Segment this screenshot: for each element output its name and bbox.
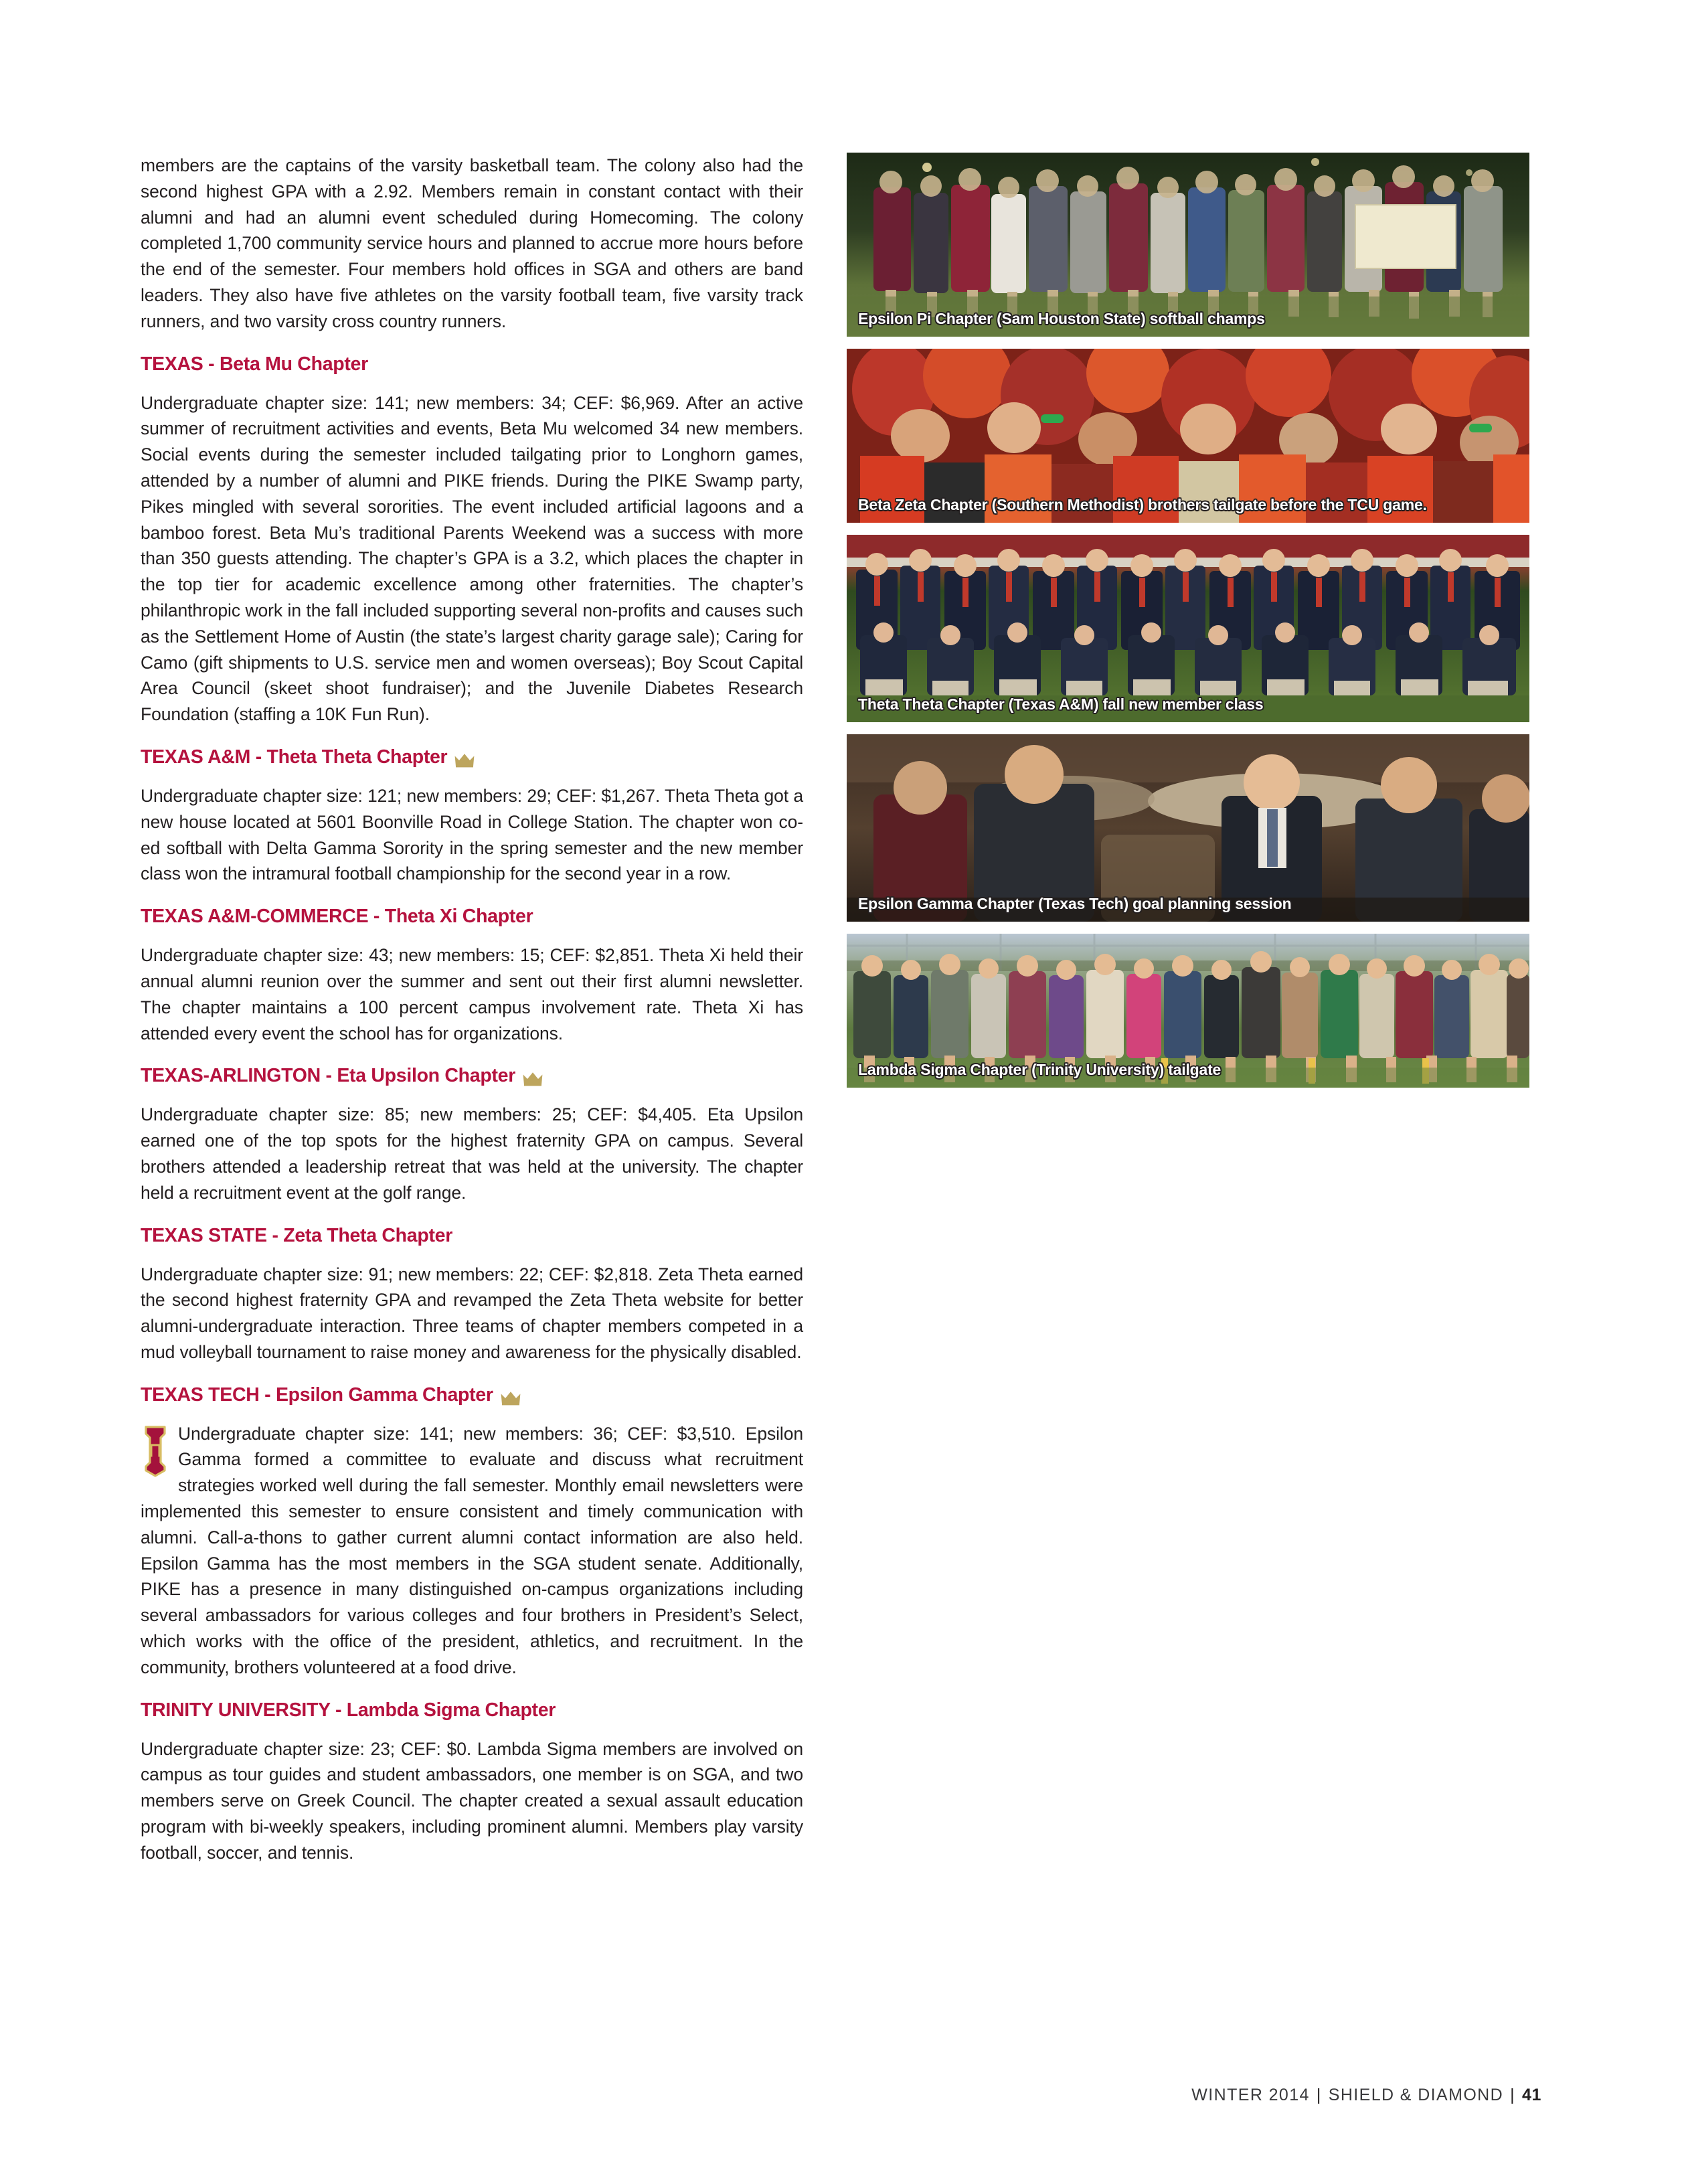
chapter-heading-texas-state-zeta-theta [141,1224,803,1247]
photo-caption: Theta Theta Chapter (Texas A&M) fall new member class [858,695,1264,713]
crown-icon [454,750,475,765]
chapter-body-trinity-university-lambda-sigma: Undergraduate chapter size: 23; CEF: $0. Lambda Sigma members are involved on campus as tour guides and student ambassadors, one member is on SGA, and two members serve on Greek Council. The chapter created a sexual assault education program with bi-weekly speakers, including prominent alumni. Members play varsity football, soccer, and tennis. [141,1738,803,1863]
chapter-heading-trinity-university-lambda-sigma [141,1699,803,1721]
photo-epsilon-pi-softball [847,153,1529,337]
chapter-body-texas-am-commerce-theta-xi: Undergraduate chapter size: 43; new members: 15; CEF: $2,851. Theta Xi held their annual alumni reunion over the summer and sent out their first alumni newsletter. The chapter maintains a 100 percent campus involvement rate. Theta Xi has attended every event the school has for organizations. [141,945,803,1043]
chapter-heading-label: TEXAS - Beta Mu Chapter [141,353,368,375]
footer-separator: | [1316,2086,1322,2104]
footer-publication: SHIELD & DIAMOND [1328,2086,1504,2104]
chapter-heading-label: TEXAS A&M - Theta Theta Chapter [141,746,448,768]
crown-icon [501,1388,521,1403]
chapter-body-texas-beta-mu: Undergraduate chapter size: 141; new members: 34; CEF: $6,969. After an active summer of recruitment activities and events, Beta Mu welcomed 34 new members. Social events during the semester included tailgating prior to Longhorn games, attended by a number of alumni and PIKE friends. During the PIKE Swamp party, Pikes mingled with several sororities. The event included artificial lagoons and a bamboo forest. Beta Mu’s traditional Parents Weekend was a success with more than 350 guests attending. The chapter’s GPA is a 3.2, which places the chapter in the top tier for academic excellence among other fraternities. The chapter’s philanthropic work in the fall included supporting several non-profits and causes such as the Settlement Home of Austin (the state’s largest charity garage sale); Caring for Camo (gift shipments to U.S. service men and women overseas); Boy Scout Capital Area Council (skeet shoot fundraiser); and the Juvenile Diabetes Research Foundation (staffing a 10K Fun Run). [141,392,803,725]
photo-epsilon-gamma-goal-planning [847,734,1529,922]
photo-beta-zeta-tailgate [847,349,1529,523]
photo-caption: Epsilon Gamma Chapter (Texas Tech) goal planning session [858,895,1292,912]
pike-shield-badge-icon [141,1425,170,1477]
chapter-heading-label: TEXAS-ARLINGTON - Eta Upsilon Chapter [141,1065,515,1087]
crown-icon [523,1069,543,1084]
chapter-heading-label: TEXAS TECH - Epsilon Gamma Chapter [141,1383,493,1406]
photo-caption: Beta Zeta Chapter (Southern Methodist) brothers tailgate before the TCU game. [858,496,1427,513]
chapter-heading-texas-tech-epsilon-gamma [141,1383,803,1406]
chapter-body-texas-arlington-eta-upsilon: Undergraduate chapter size: 85; new members: 25; CEF: $4,405. Eta Upsilon earned one of the top spots for the highest fraternity GPA on campus. Several brothers attended a leadership retreat that was held at the university. The chapter held a recruitment event at the golf range. [141,1104,803,1203]
photo-caption: Epsilon Pi Chapter (Sam Houston State) softball champs [858,310,1265,327]
chapter-heading-texas-am-theta-theta [141,746,803,768]
chapter-heading-label: TRINITY UNIVERSITY - Lambda Sigma Chapter [141,1699,556,1721]
page-footer [1191,2086,1541,2105]
chapter-heading-texas-am-commerce-theta-xi [141,905,803,928]
chapter-body-texas-state-zeta-theta: Undergraduate chapter size: 91; new members: 22; CEF: $2,818. Zeta Theta earned the second highest fraternity GPA and revamped the Zeta Theta website for better alumni-undergraduate interaction. Three teams of chapter members competed in a mud volleyball tournament to raise money and awareness for the physically disabled. [141,1264,803,1362]
photo-caption: Lambda Sigma Chapter (Trinity University) tailgate [858,1061,1222,1078]
footer-issue: WINTER 2014 [1191,2086,1310,2104]
photo-lambda-sigma-tailgate [847,934,1529,1088]
photo-theta-theta-new-member-class [847,535,1529,722]
text-column [141,153,803,2007]
chapter-heading-texas-beta-mu [141,353,803,375]
chapter-body-texas-tech-epsilon-gamma: Undergraduate chapter size: 141; new members: 36; CEF: $3,510. Epsilon Gamma formed a committee to evaluate and discuss what recruitment strategies worked well during the fall semester. Monthly email newsletters were implemented this semester to ensure consistent and timely communication with alumni. Call-a-thons to gather current alumni contact information are also held. Epsilon Gamma has the most members in the SGA student senate. Additionally, PIKE has a presence in many distinguished on-campus organizations including several ambassadors for various colleges and four brothers in President’s Select, which works with the office of the president, athletics, and recruitment. In the community, brothers volunteered at a food drive. [141,1423,803,1677]
chapter-heading-label: TEXAS STATE - Zeta Theta Chapter [141,1224,452,1246]
chapter-heading-texas-arlington-eta-upsilon [141,1064,803,1087]
image-column [847,153,1529,2007]
footer-page-number: 41 [1521,2086,1541,2104]
intro-paragraph: members are the captains of the varsity basketball team. The colony also had the second highest GPA with a 2.92. Members remain in constant contact with their alumni and had an alumni event scheduled during Homecoming. The colony completed 1,700 community service hours and planned to accrue more hours before the end of the semester. Four members hold offices in SGA and others are band leaders. They also have five athletes on the varsity football team, five varsity track runners, and two varsity cross country runners. [141,155,803,331]
footer-page-separator: | [1510,2086,1515,2104]
page-content [141,153,1543,2007]
chapter-heading-label: TEXAS A&M-COMMERCE - Theta Xi Chapter [141,906,533,928]
chapter-body-texas-am-theta-theta: Undergraduate chapter size: 121; new members: 29; CEF: $1,267. Theta Theta got a new house located at 5601 Boonville Road in College Station. The chapter won co-ed softball with Delta Gamma Sorority in the spring semester and the new member class won the intramural football championship for the second year in a row. [141,785,803,884]
